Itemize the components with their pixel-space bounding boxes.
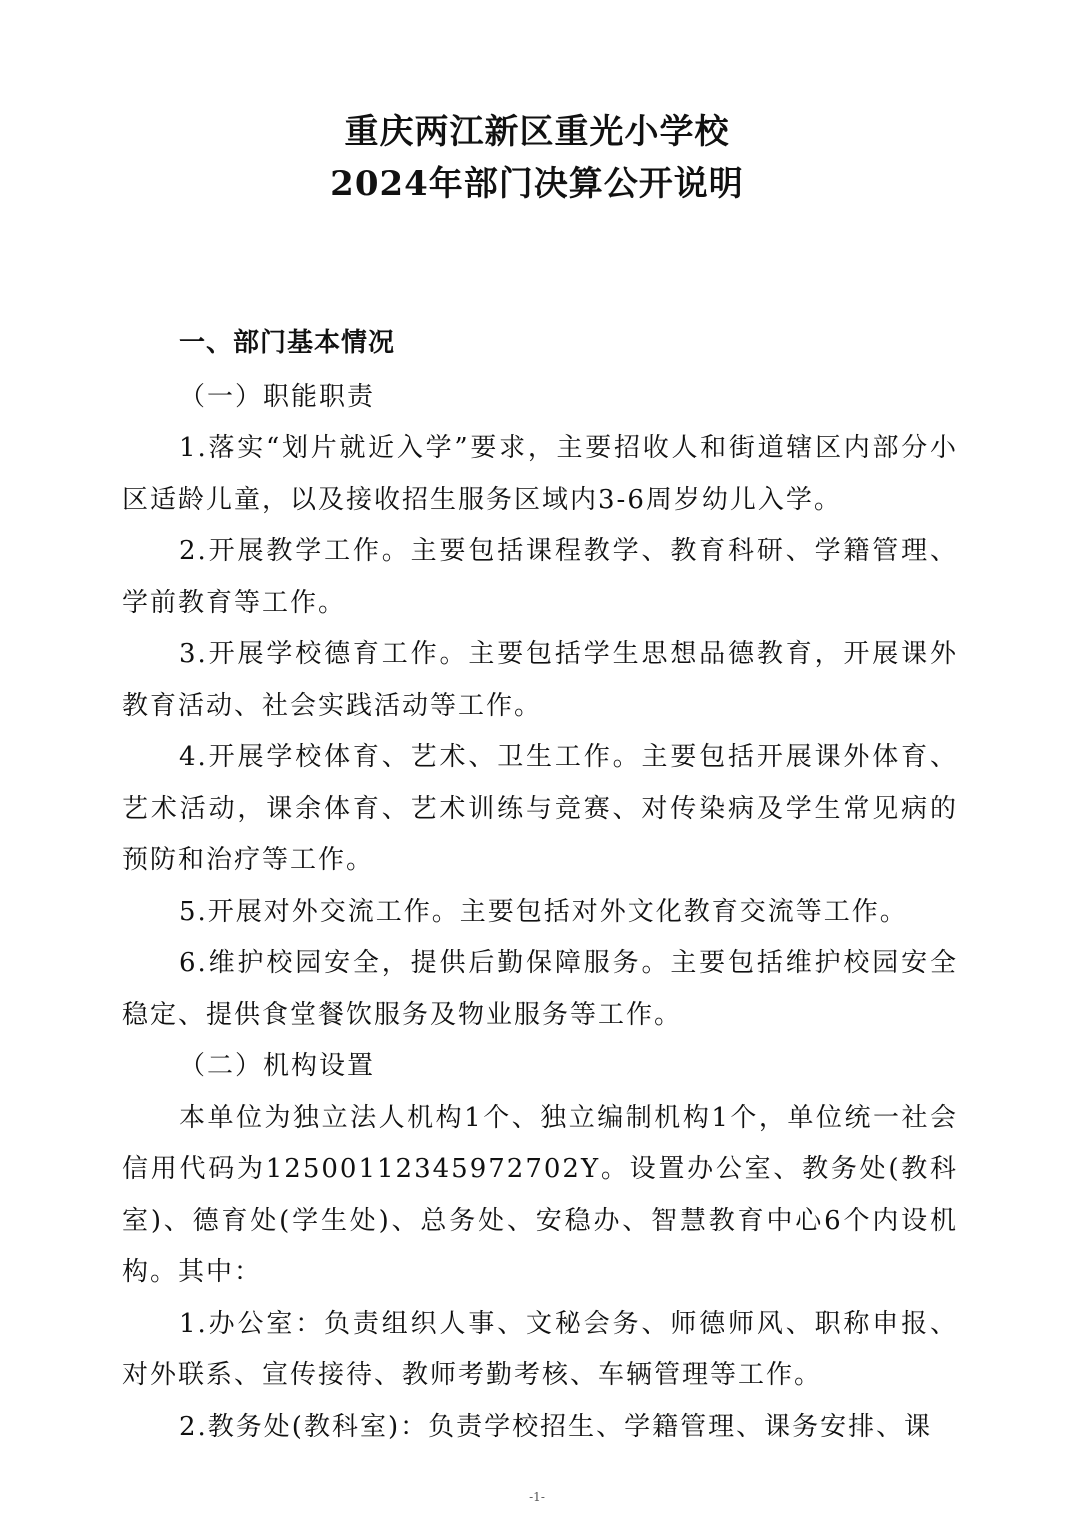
duty-paragraph: 5.开展对外交流工作。主要包括对外文化教育交流等工作。 — [179, 896, 908, 927]
duty-paragraph: 6.维护校园安全，提供后勤保障服务。主要包括维护校园安全稳定、提供食堂餐饮服务及物业服务等工作。 — [122, 948, 958, 1030]
section-heading-basic-info: 一、部门基本情况 — [179, 328, 396, 358]
page-number: -1- — [529, 1490, 545, 1504]
duty-paragraph: 1.落实“划片就近入学”要求，主要招收人和街道辖区内部分小区适龄儿童，以及接收招生服务区域内3-6周岁幼儿入学。 — [122, 433, 958, 515]
document-title-line2: 2024年部门决算公开说明 — [330, 164, 744, 204]
document-title-line1: 重庆两江新区重光小学校 — [344, 112, 730, 152]
duty-paragraph: 2.开展教学工作。主要包括课程教学、教育科研、学籍管理、学前教育等工作。 — [122, 536, 958, 618]
organization-item-paragraph: 1.办公室：负责组织人事、文秘会务、师德师风、职称申报、对外联系、宣传接待、教师考勤考核、车辆管理等工作。 — [122, 1308, 958, 1390]
organization-intro-paragraph: 本单位为独立法人机构1个、独立编制机构1个，单位统一社会信用代码为12500112345972702Y。设置办公室、教务处(教科室)、德育处(学生处)、总务处、安稳办、智慧教育中心6个内设机构。其中： — [122, 1102, 958, 1287]
document-body — [122, 318, 958, 1453]
subsection-heading-organization: （二）机构设置 — [179, 1051, 376, 1081]
duty-paragraph: 3.开展学校德育工作。主要包括学生思想品德教育，开展课外教育活动、社会实践活动等工作。 — [122, 639, 958, 721]
duty-paragraph: 4.开展学校体育、艺术、卫生工作。主要包括开展课外体育、艺术活动，课余体育、艺术训练与竞赛、对传染病及学生常见病的预防和治疗等工作。 — [122, 742, 958, 875]
organization-item-paragraph: 2.教务处(教科室)：负责学校招生、学籍管理、课务安排、课 — [179, 1411, 933, 1442]
subsection-heading-duties: （一）职能职责 — [179, 381, 376, 412]
